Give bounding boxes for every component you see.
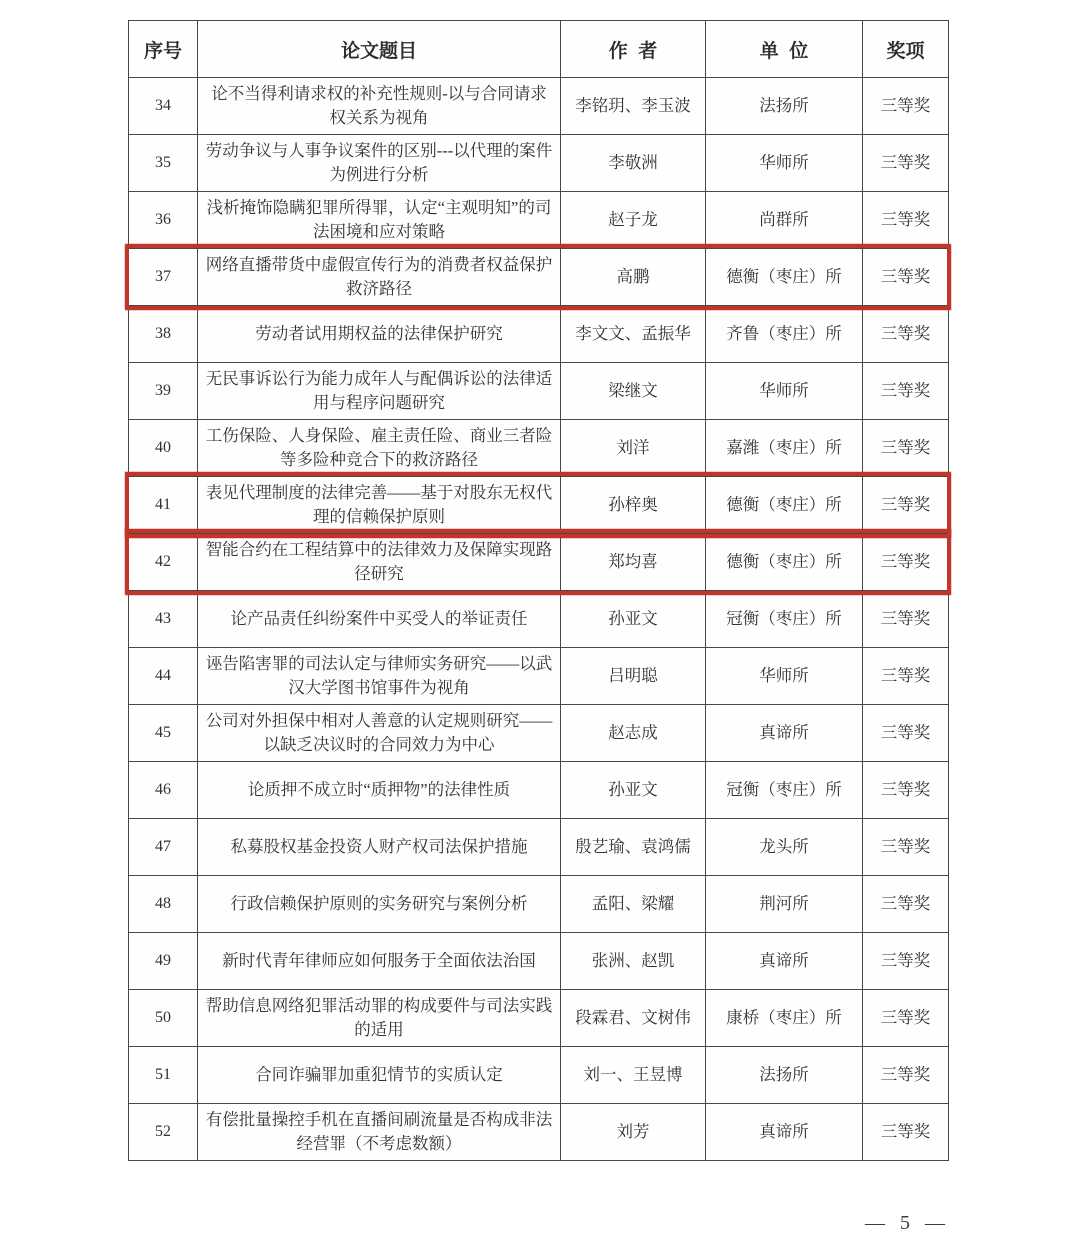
cell-unit: 华师所 bbox=[706, 135, 863, 192]
cell-award: 三等奖 bbox=[863, 1104, 949, 1161]
cell-unit: 冠衡（枣庄）所 bbox=[706, 762, 863, 819]
table-row bbox=[129, 534, 949, 591]
cell-award: 三等奖 bbox=[863, 306, 949, 363]
cell-number: 50 bbox=[129, 990, 198, 1047]
column-header-award: 奖项 bbox=[863, 21, 949, 78]
cell-title: 诬告陷害罪的司法认定与律师实务研究——以武汉大学图书馆事件为视角 bbox=[198, 648, 561, 705]
cell-authors: 孙梓奥 bbox=[561, 477, 706, 534]
cell-award: 三等奖 bbox=[863, 705, 949, 762]
cell-unit: 法扬所 bbox=[706, 78, 863, 135]
cell-number: 51 bbox=[129, 1047, 198, 1104]
cell-title: 合同诈骗罪加重犯情节的实质认定 bbox=[198, 1047, 561, 1104]
cell-title: 劳动者试用期权益的法律保护研究 bbox=[198, 306, 561, 363]
cell-title: 工伤保险、人身保险、雇主责任险、商业三者险等多险种竞合下的救济路径 bbox=[198, 420, 561, 477]
cell-authors: 孙亚文 bbox=[561, 591, 706, 648]
cell-authors: 孟阳、梁耀 bbox=[561, 876, 706, 933]
cell-number: 37 bbox=[129, 249, 198, 306]
cell-award: 三等奖 bbox=[863, 363, 949, 420]
cell-award: 三等奖 bbox=[863, 933, 949, 990]
cell-unit: 真谛所 bbox=[706, 933, 863, 990]
cell-number: 48 bbox=[129, 876, 198, 933]
cell-award: 三等奖 bbox=[863, 762, 949, 819]
table-row bbox=[129, 477, 949, 534]
cell-award: 三等奖 bbox=[863, 420, 949, 477]
cell-authors: 梁继文 bbox=[561, 363, 706, 420]
cell-authors: 段霖君、文树伟 bbox=[561, 990, 706, 1047]
cell-title: 浅析掩饰隐瞒犯罪所得罪，认定“主观明知”的司法困境和应对策略 bbox=[198, 192, 561, 249]
cell-number: 45 bbox=[129, 705, 198, 762]
cell-authors: 刘洋 bbox=[561, 420, 706, 477]
table-row bbox=[129, 648, 949, 705]
cell-number: 43 bbox=[129, 591, 198, 648]
cell-authors: 张洲、赵凯 bbox=[561, 933, 706, 990]
cell-unit: 龙头所 bbox=[706, 819, 863, 876]
cell-number: 46 bbox=[129, 762, 198, 819]
cell-title: 表见代理制度的法律完善——基于对股东无权代理的信赖保护原则 bbox=[198, 477, 561, 534]
table-row bbox=[129, 819, 949, 876]
cell-unit: 冠衡（枣庄）所 bbox=[706, 591, 863, 648]
cell-number: 35 bbox=[129, 135, 198, 192]
column-header-unit: 单位 bbox=[706, 21, 863, 78]
cell-unit: 齐鲁（枣庄）所 bbox=[706, 306, 863, 363]
cell-authors: 赵志成 bbox=[561, 705, 706, 762]
table-body bbox=[129, 78, 949, 1161]
cell-award: 三等奖 bbox=[863, 78, 949, 135]
table-row bbox=[129, 933, 949, 990]
cell-title: 无民事诉讼行为能力成年人与配偶诉讼的法律适用与程序问题研究 bbox=[198, 363, 561, 420]
cell-title: 论质押不成立时“质押物”的法律性质 bbox=[198, 762, 561, 819]
cell-unit: 嘉潍（枣庄）所 bbox=[706, 420, 863, 477]
cell-authors: 刘芳 bbox=[561, 1104, 706, 1161]
cell-title: 网络直播带货中虚假宣传行为的消费者权益保护救济路径 bbox=[198, 249, 561, 306]
table-row bbox=[129, 420, 949, 477]
cell-number: 36 bbox=[129, 192, 198, 249]
cell-award: 三等奖 bbox=[863, 648, 949, 705]
cell-unit: 荆河所 bbox=[706, 876, 863, 933]
cell-authors: 李铭玥、李玉波 bbox=[561, 78, 706, 135]
table-row bbox=[129, 306, 949, 363]
cell-number: 42 bbox=[129, 534, 198, 591]
cell-title: 新时代青年律师应如何服务于全面依法治国 bbox=[198, 933, 561, 990]
cell-title: 有偿批量操控手机在直播间刷流量是否构成非法经营罪（不考虑数额） bbox=[198, 1104, 561, 1161]
cell-award: 三等奖 bbox=[863, 477, 949, 534]
cell-title: 私募股权基金投资人财产权司法保护措施 bbox=[198, 819, 561, 876]
cell-award: 三等奖 bbox=[863, 1047, 949, 1104]
column-header-title: 论文题目 bbox=[198, 21, 561, 78]
table-row bbox=[129, 363, 949, 420]
table-row bbox=[129, 876, 949, 933]
cell-authors: 吕明聪 bbox=[561, 648, 706, 705]
table-row bbox=[129, 135, 949, 192]
table-row bbox=[129, 990, 949, 1047]
table-row bbox=[129, 762, 949, 819]
cell-title: 智能合约在工程结算中的法律效力及保障实现路径研究 bbox=[198, 534, 561, 591]
cell-number: 44 bbox=[129, 648, 198, 705]
cell-unit: 华师所 bbox=[706, 363, 863, 420]
cell-award: 三等奖 bbox=[863, 249, 949, 306]
cell-award: 三等奖 bbox=[863, 876, 949, 933]
cell-unit: 德衡（枣庄）所 bbox=[706, 534, 863, 591]
cell-number: 39 bbox=[129, 363, 198, 420]
cell-award: 三等奖 bbox=[863, 819, 949, 876]
cell-title: 公司对外担保中相对人善意的认定规则研究——以缺乏决议时的合同效力为中心 bbox=[198, 705, 561, 762]
cell-award: 三等奖 bbox=[863, 534, 949, 591]
cell-number: 34 bbox=[129, 78, 198, 135]
table-row bbox=[129, 1047, 949, 1104]
page-number: — 5 — bbox=[865, 1212, 945, 1234]
cell-authors: 郑均喜 bbox=[561, 534, 706, 591]
cell-title: 论产品责任纠纷案件中买受人的举证责任 bbox=[198, 591, 561, 648]
cell-award: 三等奖 bbox=[863, 135, 949, 192]
cell-unit: 真谛所 bbox=[706, 705, 863, 762]
cell-authors: 孙亚文 bbox=[561, 762, 706, 819]
cell-unit: 真谛所 bbox=[706, 1104, 863, 1161]
awards-table bbox=[128, 20, 949, 1161]
table-row bbox=[129, 78, 949, 135]
cell-unit: 德衡（枣庄）所 bbox=[706, 477, 863, 534]
cell-title: 行政信赖保护原则的实务研究与案例分析 bbox=[198, 876, 561, 933]
table-row bbox=[129, 705, 949, 762]
table-header-row bbox=[129, 21, 949, 78]
cell-unit: 尚群所 bbox=[706, 192, 863, 249]
cell-award: 三等奖 bbox=[863, 591, 949, 648]
cell-authors: 殷艺瑜、袁鸿儒 bbox=[561, 819, 706, 876]
table-row bbox=[129, 192, 949, 249]
column-header-authors: 作者 bbox=[561, 21, 706, 78]
cell-number: 41 bbox=[129, 477, 198, 534]
cell-title: 帮助信息网络犯罪活动罪的构成要件与司法实践的适用 bbox=[198, 990, 561, 1047]
cell-authors: 赵子龙 bbox=[561, 192, 706, 249]
cell-authors: 李文文、孟振华 bbox=[561, 306, 706, 363]
cell-unit: 法扬所 bbox=[706, 1047, 863, 1104]
awards-table-wrap bbox=[128, 20, 948, 1161]
cell-authors: 高鹏 bbox=[561, 249, 706, 306]
table-row bbox=[129, 591, 949, 648]
cell-award: 三等奖 bbox=[863, 990, 949, 1047]
column-header-number: 序号 bbox=[129, 21, 198, 78]
cell-authors: 李敬洲 bbox=[561, 135, 706, 192]
cell-number: 47 bbox=[129, 819, 198, 876]
table-row bbox=[129, 249, 949, 306]
cell-title: 劳动争议与人事争议案件的区别---以代理的案件为例进行分析 bbox=[198, 135, 561, 192]
cell-unit: 华师所 bbox=[706, 648, 863, 705]
cell-unit: 德衡（枣庄）所 bbox=[706, 249, 863, 306]
cell-award: 三等奖 bbox=[863, 192, 949, 249]
cell-title: 论不当得利请求权的补充性规则-以与合同请求权关系为视角 bbox=[198, 78, 561, 135]
cell-number: 52 bbox=[129, 1104, 198, 1161]
cell-number: 49 bbox=[129, 933, 198, 990]
table-row bbox=[129, 1104, 949, 1161]
cell-number: 40 bbox=[129, 420, 198, 477]
cell-unit: 康桥（枣庄）所 bbox=[706, 990, 863, 1047]
cell-number: 38 bbox=[129, 306, 198, 363]
cell-authors: 刘一、王昱博 bbox=[561, 1047, 706, 1104]
